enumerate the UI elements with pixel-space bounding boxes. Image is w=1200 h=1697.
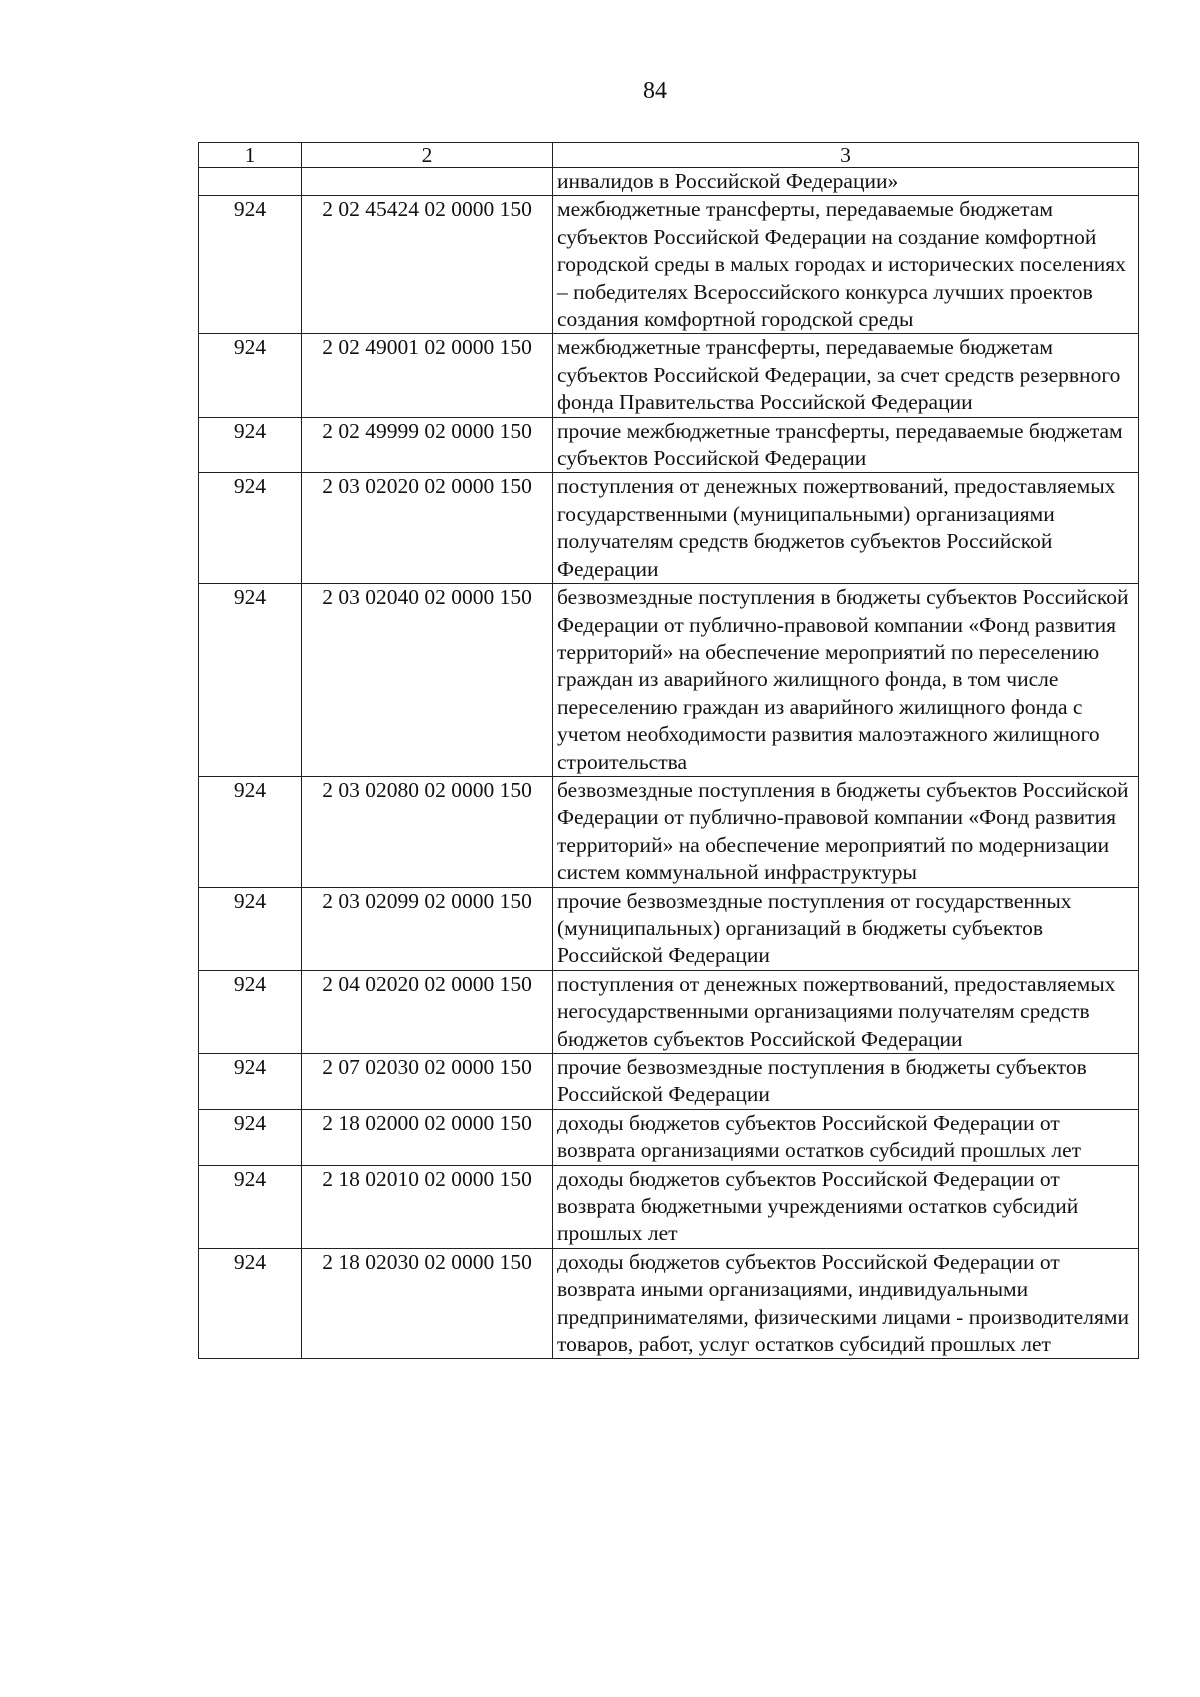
budget-code-cell: 2 03 02020 02 0000 150 bbox=[302, 473, 553, 584]
table-row bbox=[199, 473, 1139, 584]
budget-code-cell: 2 02 49999 02 0000 150 bbox=[302, 417, 553, 473]
budget-code-cell: 2 07 02030 02 0000 150 bbox=[302, 1054, 553, 1110]
table-body bbox=[199, 143, 1139, 1359]
table-row bbox=[199, 1054, 1139, 1110]
budget-code-cell: 2 03 02099 02 0000 150 bbox=[302, 887, 553, 970]
budget-code-cell: 2 02 45424 02 0000 150 bbox=[302, 196, 553, 334]
budget-code-cell: 2 03 02040 02 0000 150 bbox=[302, 584, 553, 777]
description-cell: доходы бюджетов субъектов Российской Федерации от возврата бюджетными учреждениями остатков субсидий прошлых лет bbox=[553, 1165, 1139, 1248]
admin-code-cell: 924 bbox=[199, 887, 302, 970]
table-row bbox=[199, 196, 1139, 334]
admin-code-cell: 924 bbox=[199, 417, 302, 473]
header-col-3: 3 bbox=[553, 143, 1139, 168]
budget-code-cell: 2 03 02080 02 0000 150 bbox=[302, 776, 553, 887]
description-cell: безвозмездные поступления в бюджеты субъектов Российской Федерации от публично-правовой компании «Фонд развития территорий» на обеспечение мероприятий по модернизации систем коммунальной инфраструктуры bbox=[553, 776, 1139, 887]
table-row bbox=[199, 334, 1139, 417]
table-row bbox=[199, 1109, 1139, 1165]
description-cell: прочие межбюджетные трансферты, передаваемые бюджетам субъектов Российской Федерации bbox=[553, 417, 1139, 473]
budget-code-cell: 2 18 02000 02 0000 150 bbox=[302, 1109, 553, 1165]
description-cell: поступления от денежных пожертвований, предоставляемых государственными (муниципальными) организациями получателям средств бюджетов субъектов Российской Федерации bbox=[553, 473, 1139, 584]
description-cell: доходы бюджетов субъектов Российской Федерации от возврата иными организациями, индивидуальными предпринимателями, физическими лицами - производителями товаров, работ, услуг остатков субсидий прошлых лет bbox=[553, 1248, 1139, 1359]
description-cell: доходы бюджетов субъектов Российской Федерации от возврата организациями остатков субсидий прошлых лет bbox=[553, 1109, 1139, 1165]
description-cell: межбюджетные трансферты, передаваемые бюджетам субъектов Российской Федерации на создание комфортной городской среды в малых городах и исторических поселениях – победителях Всероссийского конкурса лучших проектов создания комфортной городской среды bbox=[553, 196, 1139, 334]
description-cell: прочие безвозмездные поступления в бюджеты субъектов Российской Федерации bbox=[553, 1054, 1139, 1110]
table-row bbox=[199, 970, 1139, 1053]
table-row bbox=[199, 887, 1139, 970]
admin-code-cell: 924 bbox=[199, 334, 302, 417]
admin-code-cell: 924 bbox=[199, 1109, 302, 1165]
header-col-1: 1 bbox=[199, 143, 302, 168]
description-cell: прочие безвозмездные поступления от государственных (муниципальных) организаций в бюджеты субъектов Российской Федерации bbox=[553, 887, 1139, 970]
description-cell: безвозмездные поступления в бюджеты субъектов Российской Федерации от публично-правовой компании «Фонд развития территорий» на обеспечение мероприятий по переселению граждан из аварийного жилищного фонда, в том числе переселению граждан из аварийного жилищного фонда с учетом необходимости развития малоэтажного жилищного строительства bbox=[553, 584, 1139, 777]
table-row bbox=[199, 776, 1139, 887]
table-row bbox=[199, 417, 1139, 473]
page-number: 84 bbox=[643, 78, 667, 104]
table-row bbox=[199, 1248, 1139, 1359]
description-cell: межбюджетные трансферты, передаваемые бюджетам субъектов Российской Федерации, за счет средств резервного фонда Правительства Российской Федерации bbox=[553, 334, 1139, 417]
admin-code-cell: 924 bbox=[199, 584, 302, 777]
budget-code-cell: 2 18 02030 02 0000 150 bbox=[302, 1248, 553, 1359]
table-row bbox=[199, 1165, 1139, 1248]
budget-codes-table bbox=[198, 142, 1139, 1359]
budget-code-cell bbox=[302, 168, 553, 196]
admin-code-cell: 924 bbox=[199, 1054, 302, 1110]
budget-code-cell: 2 18 02010 02 0000 150 bbox=[302, 1165, 553, 1248]
admin-code-cell: 924 bbox=[199, 776, 302, 887]
description-cell: поступления от денежных пожертвований, предоставляемых негосударственными организациями получателям средств бюджетов субъектов Российской Федерации bbox=[553, 970, 1139, 1053]
admin-code-cell: 924 bbox=[199, 196, 302, 334]
admin-code-cell: 924 bbox=[199, 1165, 302, 1248]
budget-code-cell: 2 02 49001 02 0000 150 bbox=[302, 334, 553, 417]
description-cell: инвалидов в Российской Федерации» bbox=[553, 168, 1139, 196]
table-row bbox=[199, 584, 1139, 777]
admin-code-cell bbox=[199, 168, 302, 196]
budget-code-cell: 2 04 02020 02 0000 150 bbox=[302, 970, 553, 1053]
table-row bbox=[199, 168, 1139, 196]
table-header-row bbox=[199, 143, 1139, 168]
header-col-2: 2 bbox=[302, 143, 553, 168]
admin-code-cell: 924 bbox=[199, 970, 302, 1053]
admin-code-cell: 924 bbox=[199, 473, 302, 584]
admin-code-cell: 924 bbox=[199, 1248, 302, 1359]
